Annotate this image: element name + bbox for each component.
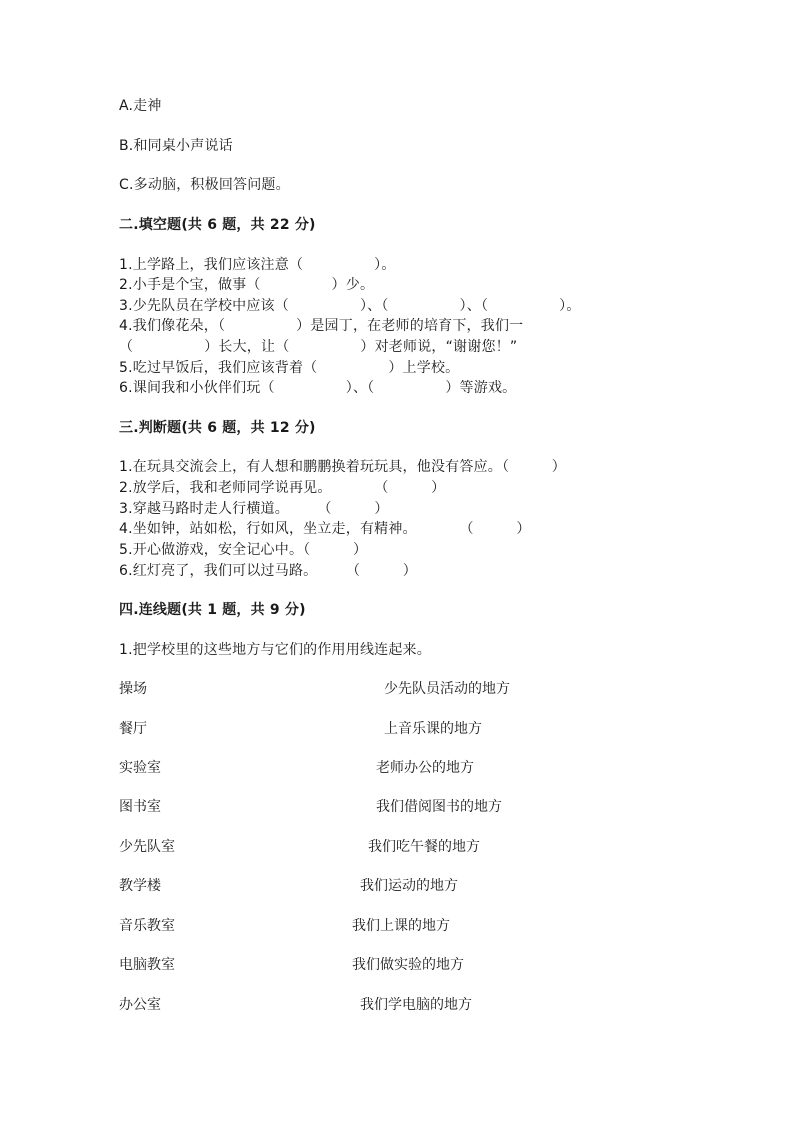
matching-question: 1.把学校里的这些地方与它们的作用用线连起来。 xyxy=(119,642,431,658)
function-item: 我们运动的地方 xyxy=(360,878,458,894)
judge-item: 2.放学后，我和老师同学说再见。 （ ） xyxy=(119,480,446,496)
function-item: 我们吃午餐的地方 xyxy=(368,839,480,855)
function-item: 我们借阅图书的地方 xyxy=(376,799,502,815)
function-item: 我们学电脑的地方 xyxy=(360,997,472,1013)
function-item: 我们上课的地方 xyxy=(352,918,450,934)
place-item: 办公室 xyxy=(119,997,161,1013)
fill-blank-item: 1.上学路上，我们应该注意（ ）。 xyxy=(119,257,396,273)
place-item: 实验室 xyxy=(119,760,161,776)
place-item: 电脑教室 xyxy=(119,957,175,973)
fill-blank-item: 4.我们像花朵，（ ）是园丁，在老师的培育下，我们一 xyxy=(119,318,524,334)
section-2-heading: 二.填空题(共 6 题，共 22 分) xyxy=(119,217,316,233)
place-item: 教学楼 xyxy=(119,878,161,894)
fill-blank-item: 5.吃过早饭后，我们应该背着（ ）上学校。 xyxy=(119,360,460,376)
place-item: 餐厅 xyxy=(119,721,147,737)
fill-blank-item: 3.少先队员在学校中应该（ ）、（ ）、（ ）。 xyxy=(119,298,581,314)
function-item: 上音乐课的地方 xyxy=(384,721,482,737)
judge-item: 1.在玩具交流会上，有人想和鹏鹏换着玩玩具，他没有答应。（ ） xyxy=(119,459,566,475)
option-b: B.和同桌小声说话 xyxy=(119,138,233,154)
judge-item: 3.穿越马路时走人行横道。 （ ） xyxy=(119,501,389,517)
option-c: C.多动脑，积极回答问题。 xyxy=(119,177,290,193)
place-item: 操场 xyxy=(119,681,147,697)
place-item: 音乐教室 xyxy=(119,918,175,934)
place-item: 图书室 xyxy=(119,799,161,815)
function-item: 老师办公的地方 xyxy=(376,760,474,776)
judge-item: 4.坐如钟，站如松，行如风，坐立走，有精神。 （ ） xyxy=(119,521,531,537)
section-4-heading: 四.连线题(共 1 题，共 9 分) xyxy=(119,602,306,618)
option-a: A.走神 xyxy=(119,98,162,114)
fill-blank-item: （ ）长大，让（ ）对老师说，“谢谢您！” xyxy=(119,339,518,355)
function-item: 少先队员活动的地方 xyxy=(384,681,510,697)
judge-item: 5.开心做游戏，安全记心中。（ ） xyxy=(119,542,368,558)
section-3-heading: 三.判断题(共 6 题，共 12 分) xyxy=(119,420,316,436)
fill-blank-item: 2.小手是个宝，做事（ ）少。 xyxy=(119,277,375,293)
judge-item: 6.红灯亮了，我们可以过马路。 （ ） xyxy=(119,563,417,579)
function-item: 我们做实验的地方 xyxy=(352,957,464,973)
place-item: 少先队室 xyxy=(119,839,175,855)
fill-blank-item: 6.课间我和小伙伴们玩（ ）、（ ）等游戏。 xyxy=(119,380,517,396)
